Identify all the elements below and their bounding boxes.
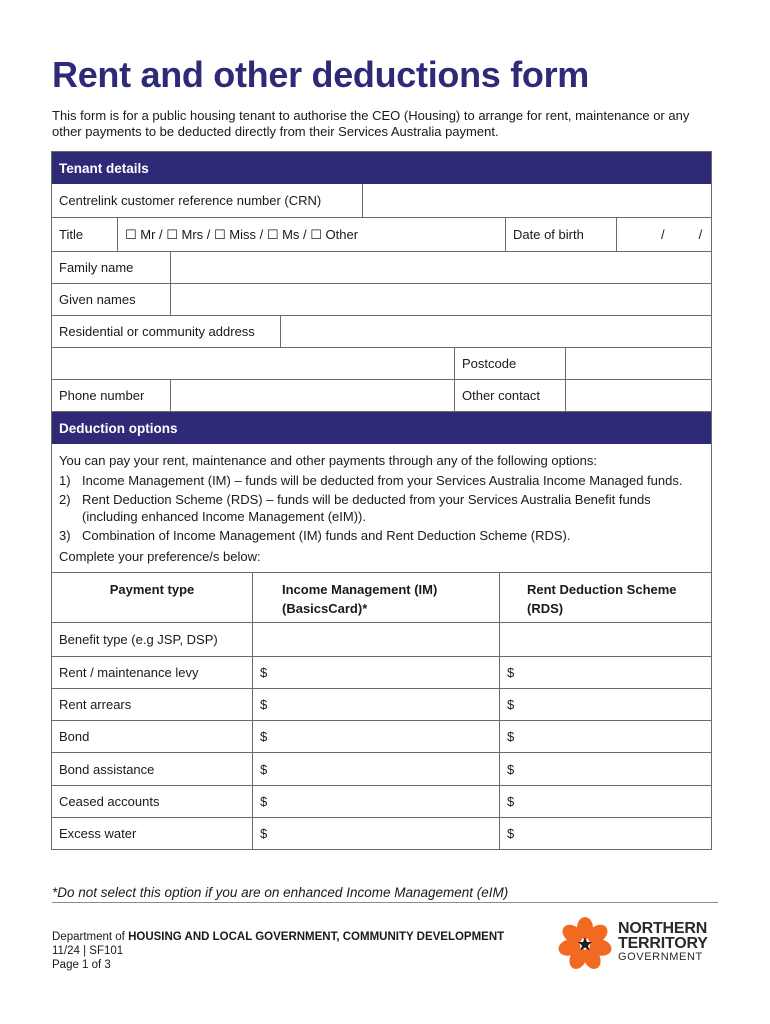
col-rds [500,573,711,622]
option-item [59,528,704,545]
crn-label: Centrelink customer reference number (CRN) [52,184,363,217]
col-payment-type: Payment type [52,573,253,622]
phone-label: Phone number [52,380,171,411]
row-label: Ceased accounts [52,786,253,817]
address-field[interactable] [281,316,711,347]
logo-line1: NORTHERN [618,920,708,937]
crn-row [52,184,711,218]
currency-symbol: $ [507,697,515,712]
currency-symbol: $ [507,794,515,809]
title-label: Title [52,218,118,251]
deductions-form [51,151,712,850]
dob-field[interactable] [617,218,711,251]
rds-amount-field[interactable] [500,753,711,785]
logo-wordmark [618,921,708,964]
rds-amount-field[interactable] [500,818,711,849]
title-options[interactable]: ☐ Mr / ☐ Mrs / ☐ Miss / ☐ Ms / ☐ Other [118,218,506,251]
form-code: 11/24 | SF101 [52,945,124,957]
rds-benefit-field[interactable] [500,623,711,656]
phone-field[interactable] [171,380,455,411]
currency-symbol: $ [507,826,515,841]
table-row [52,818,711,850]
page-number: Page 1 of 3 [52,959,111,971]
im-amount-field[interactable] [253,753,500,785]
other-contact-field[interactable] [566,380,711,411]
given-names-field[interactable] [171,284,711,315]
dob-label: Date of birth [506,218,617,251]
col-rds-line1: Rent Deduction Scheme [527,582,677,597]
col-im-line1: Income Management (IM) [282,582,438,597]
address-row [52,316,711,348]
im-benefit-field[interactable] [253,623,500,656]
dob-slash: / [661,227,665,242]
family-name-field[interactable] [171,252,711,283]
rds-amount-field[interactable] [500,657,711,688]
postcode-row [52,348,711,380]
logo-line2: TERRITORY [618,935,708,952]
im-amount-field[interactable] [253,689,500,720]
currency-symbol: $ [507,665,515,680]
postcode-label: Postcode [455,348,566,379]
table-row [52,657,711,689]
option-text: Combination of Income Management (IM) funds and Rent Deduction Scheme (RDS). [82,528,571,543]
address-field-line2[interactable] [52,348,455,379]
option-item [59,473,704,490]
row-label: Bond assistance [52,753,253,785]
table-row [52,753,711,786]
currency-symbol: $ [507,729,515,744]
address-label: Residential or community address [52,316,281,347]
phone-row [52,380,711,412]
deduction-options-header: Deduction options [52,412,711,444]
currency-symbol: $ [260,665,268,680]
family-name-label: Family name [52,252,171,283]
rds-amount-field[interactable] [500,689,711,720]
row-label: Excess water [52,818,253,849]
other-contact-label: Other contact [455,380,566,411]
desert-rose-icon [557,917,613,972]
tenant-details-header: Tenant details [52,152,711,184]
logo-line3: GOVERNMENT [618,951,703,963]
row-label: Rent / maintenance levy [52,657,253,688]
title-row [52,218,711,252]
dept-name: HOUSING AND LOCAL GOVERNMENT, COMMUNITY DEVELOPMENT [128,931,505,943]
dob-slash: / [698,227,703,242]
deduction-intro: You can pay your rent, maintenance and other payments through any of the following options: [59,453,597,468]
option-item [59,492,704,525]
given-names-row [52,284,711,316]
table-row [52,721,711,753]
row-label: Bond [52,721,253,752]
im-amount-field[interactable] [253,721,500,752]
im-amount-field[interactable] [253,786,500,817]
option-number: 1) [59,472,71,488]
im-amount-field[interactable] [253,818,500,849]
postcode-field[interactable] [566,348,711,379]
footnote: *Do not select this option if you are on enhanced Income Management (eIM) [52,885,509,900]
complete-preference: Complete your preference/s below: [59,548,261,564]
intro-text: This form is for a public housing tenant to authorise the CEO (Housing) to arrange for rent, maintenance or any other payments to be deducted directly from their Services Australia payment. [52,108,690,139]
option-number: 3) [59,528,71,543]
currency-symbol: $ [260,761,268,777]
option-text: Rent Deduction Scheme (RDS) – funds will be deducted from your Services Australia Benefit funds (including enhanced Income Management (eIM)). [82,492,651,524]
dept-prefix: Department of [52,931,125,943]
deduction-info [52,444,711,573]
currency-symbol: $ [260,794,268,809]
currency-symbol: $ [507,761,515,777]
benefit-type-label: Benefit type (e.g JSP, DSP) [52,623,253,656]
currency-symbol: $ [260,729,268,744]
family-name-row [52,252,711,284]
im-amount-field[interactable] [253,657,500,688]
row-label: Rent arrears [52,689,253,720]
page-title: Rent and other deductions form [52,54,590,95]
table-row [52,786,711,818]
footer-department [52,930,504,944]
col-income-management [253,573,500,622]
payment-table-header [52,573,711,623]
col-rds-line2: (RDS) [527,601,564,616]
footer [52,930,504,972]
rds-amount-field[interactable] [500,786,711,817]
footer-divider [52,902,718,903]
crn-field[interactable] [363,184,711,217]
currency-symbol: $ [260,826,268,841]
table-row [52,689,711,721]
given-names-label: Given names [52,284,171,315]
option-text: Income Management (IM) – funds will be deducted from your Services Australia Income Managed funds. [82,472,683,488]
col-im-line2: (BasicsCard)* [282,601,368,616]
option-number: 2) [59,492,71,507]
table-row [52,623,711,657]
rds-amount-field[interactable] [500,721,711,752]
currency-symbol: $ [260,697,268,712]
